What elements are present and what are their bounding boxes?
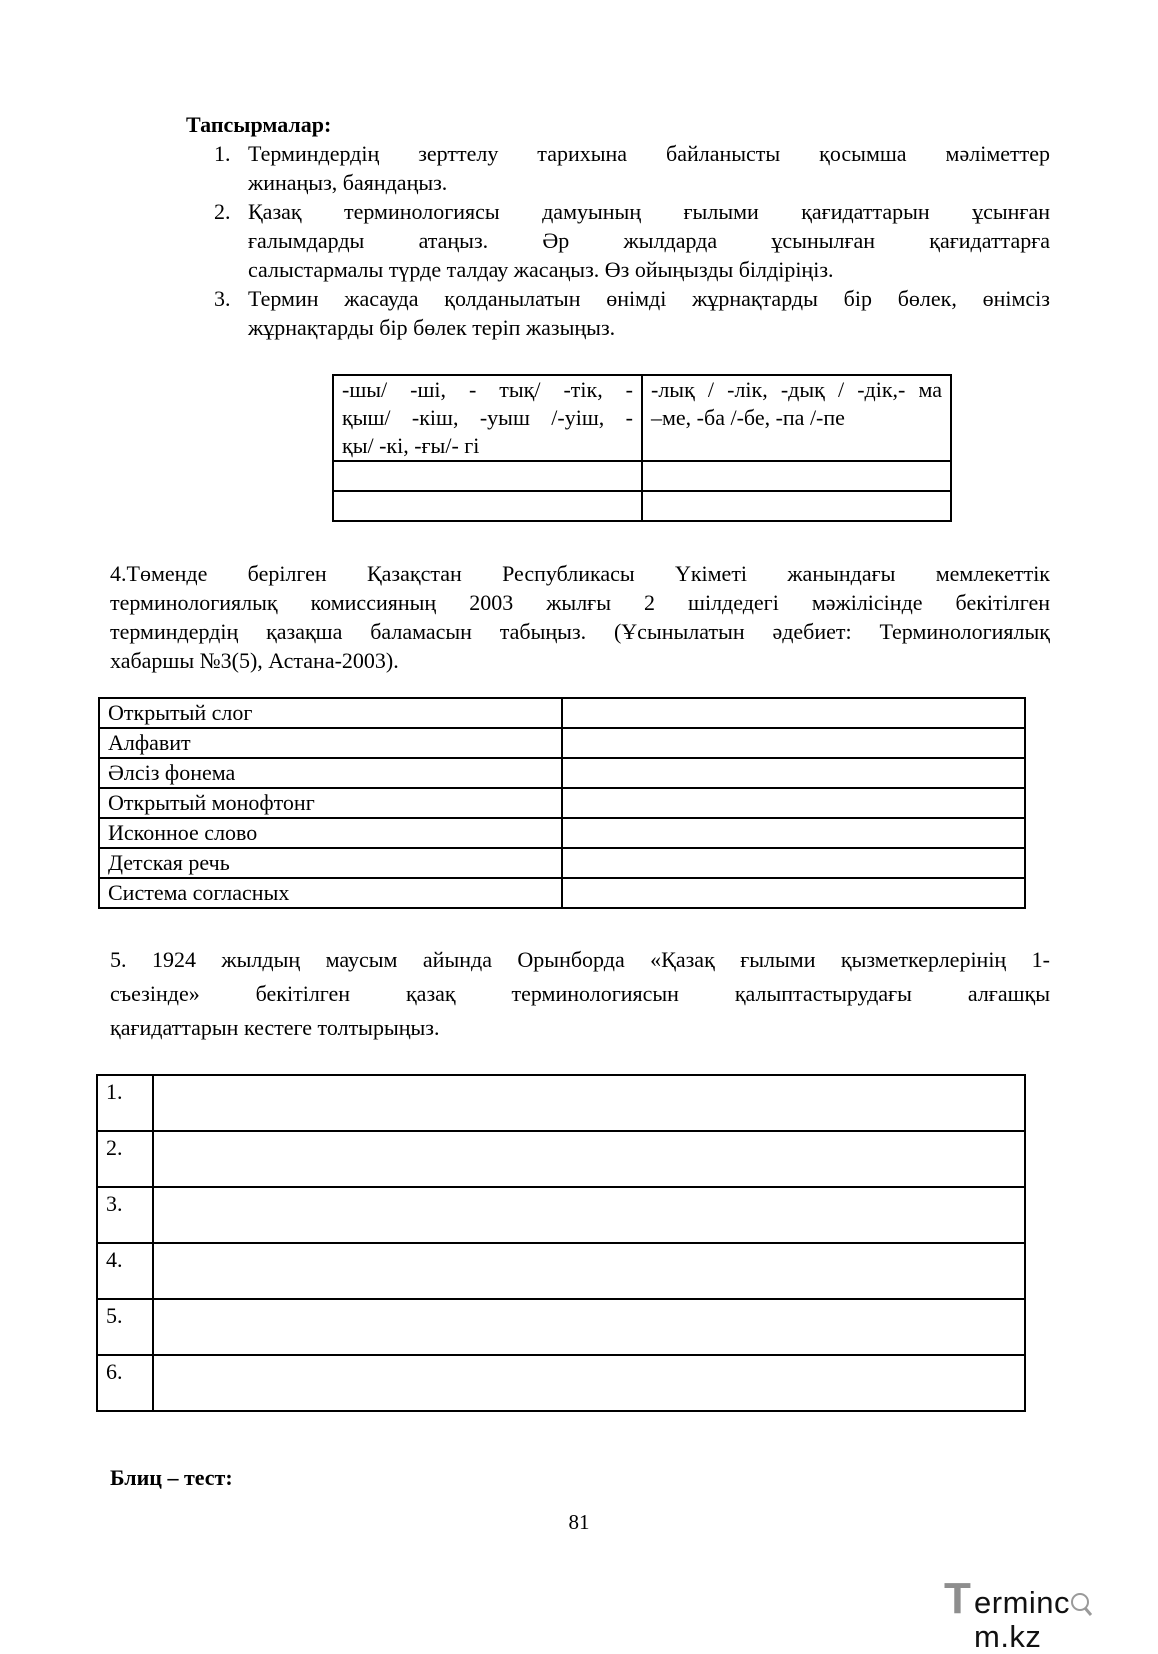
task-item-2 — [214, 197, 1050, 284]
task-item-line: Қазақ терминологиясы дамуының ғылыми қағидаттарын ұсынған — [248, 199, 1050, 224]
answer-cell[interactable] — [562, 878, 1025, 908]
table-row — [333, 461, 951, 491]
cell-line: -лық / -лік, -дық / -дік,- ма — [651, 377, 942, 402]
term-cell: Система согласных — [99, 878, 562, 908]
task-item-line: ғалымдарды атаңыз. Әр жылдарда ұсынылған қағидаттарға — [248, 228, 1050, 253]
answer-cell[interactable] — [153, 1355, 1025, 1411]
task-item-1 — [214, 139, 1050, 197]
term-cell: Открытый слог — [99, 698, 562, 728]
answer-cell[interactable] — [153, 1243, 1025, 1299]
task-item-3 — [214, 284, 1050, 342]
paragraph-line: съезінде» бекітілген қазақ терминологиясын қалыптастырудағы алғашқы — [110, 981, 1050, 1006]
table-row — [99, 698, 1025, 728]
unproductive-suffixes-cell[interactable] — [642, 375, 951, 461]
blank-cell[interactable] — [642, 491, 951, 521]
table-row — [99, 758, 1025, 788]
table-row — [99, 818, 1025, 848]
task-4-paragraph — [110, 559, 1050, 675]
paragraph-line: терминологиялық комиссияның 2003 жылғы 2 шілдедегі мәжілісінде бекітілген — [110, 590, 1050, 615]
table-row — [97, 1355, 1025, 1411]
table-row — [97, 1075, 1025, 1131]
cell-line: -шы/ -ші, - тық/ -тік, - — [342, 377, 633, 402]
table-row — [97, 1187, 1025, 1243]
page-number: 81 — [568, 1510, 590, 1534]
task-item-line: жұрнақтарды бір бөлек теріп жазыңыз. — [248, 315, 616, 340]
cell-line: қы/ -кі, -ғы/- гі — [342, 433, 480, 458]
productive-suffixes-cell[interactable] — [333, 375, 642, 461]
table-row — [99, 848, 1025, 878]
magnifier-icon — [1070, 1591, 1092, 1617]
answer-cell[interactable] — [153, 1075, 1025, 1131]
table-row — [99, 878, 1025, 908]
cell-line: –ме, -ба /-бе, -па /-пе — [651, 405, 845, 430]
table-row — [99, 788, 1025, 818]
task-item-number: 1. — [214, 141, 231, 166]
table-row — [99, 728, 1025, 758]
task-item-number: 3. — [214, 286, 231, 311]
row-number: 6. — [97, 1355, 153, 1411]
paragraph-line: 4.Төменде берілген Қазақстан Республикасы Үкіметі жанындағы мемлекеттік — [110, 561, 1050, 586]
answer-cell[interactable] — [153, 1131, 1025, 1187]
task-item-line: жинаңыз, баяндаңыз. — [248, 170, 448, 195]
termincom-logo: T ermincm.kz — [944, 1576, 1144, 1622]
tasks-heading: Тапсырмалар: — [186, 112, 332, 137]
task-5-paragraph — [110, 943, 1050, 1045]
paragraph-line: 5. 1924 жылдың маусым айында Орынборда «Қазақ ғылыми қызметкерлерінің 1- — [110, 947, 1050, 972]
table-row — [97, 1299, 1025, 1355]
answer-cell[interactable] — [153, 1187, 1025, 1243]
answer-cell[interactable] — [153, 1299, 1025, 1355]
row-number: 4. — [97, 1243, 153, 1299]
answer-cell[interactable] — [562, 788, 1025, 818]
term-cell: Открытый монофтонг — [99, 788, 562, 818]
paragraph-line: терминдердің қазақша баламасын табыңыз. (Ұсынылатын әдебиет: Терминологиялық — [110, 619, 1050, 644]
answer-cell[interactable] — [562, 728, 1025, 758]
table-row — [97, 1243, 1025, 1299]
row-number: 1. — [97, 1075, 153, 1131]
task-item-line: Терминдердің зерттелу тарихына байланысты қосымша мәліметтер — [248, 141, 1050, 166]
table-row — [333, 375, 951, 461]
task-item-number: 2. — [214, 199, 231, 224]
table-row — [333, 491, 951, 521]
suffix-table — [332, 374, 952, 522]
term-cell: Детская речь — [99, 848, 562, 878]
task-item-line: Термин жасауда қолданылатын өнімді жұрнақтарды бір бөлек, өнімсіз — [248, 286, 1050, 311]
row-number: 3. — [97, 1187, 153, 1243]
answer-cell[interactable] — [562, 698, 1025, 728]
term-table — [98, 697, 1026, 909]
blank-cell[interactable] — [642, 461, 951, 491]
blank-cell[interactable] — [333, 491, 642, 521]
answer-cell[interactable] — [562, 818, 1025, 848]
blank-cell[interactable] — [333, 461, 642, 491]
term-cell: Алфавит — [99, 728, 562, 758]
row-number: 2. — [97, 1131, 153, 1187]
task-item-line: салыстармалы түрде талдау жасаңыз. Өз ойыңызды білдіріңіз. — [248, 257, 834, 282]
principles-table — [96, 1074, 1026, 1412]
paragraph-line: қағидаттарын кестеге толтырыңыз. — [110, 1015, 440, 1040]
answer-cell[interactable] — [562, 758, 1025, 788]
table-row — [97, 1131, 1025, 1187]
cell-line: қыш/ -кіш, -уыш /-уіш, - — [342, 405, 633, 430]
term-cell: Исконное слово — [99, 818, 562, 848]
blitz-test-heading: Блиц – тест: — [110, 1465, 233, 1490]
term-cell: Әлсіз фонема — [99, 758, 562, 788]
paragraph-line: хабаршы №3(5), Астана-2003). — [110, 648, 399, 673]
row-number: 5. — [97, 1299, 153, 1355]
answer-cell[interactable] — [562, 848, 1025, 878]
